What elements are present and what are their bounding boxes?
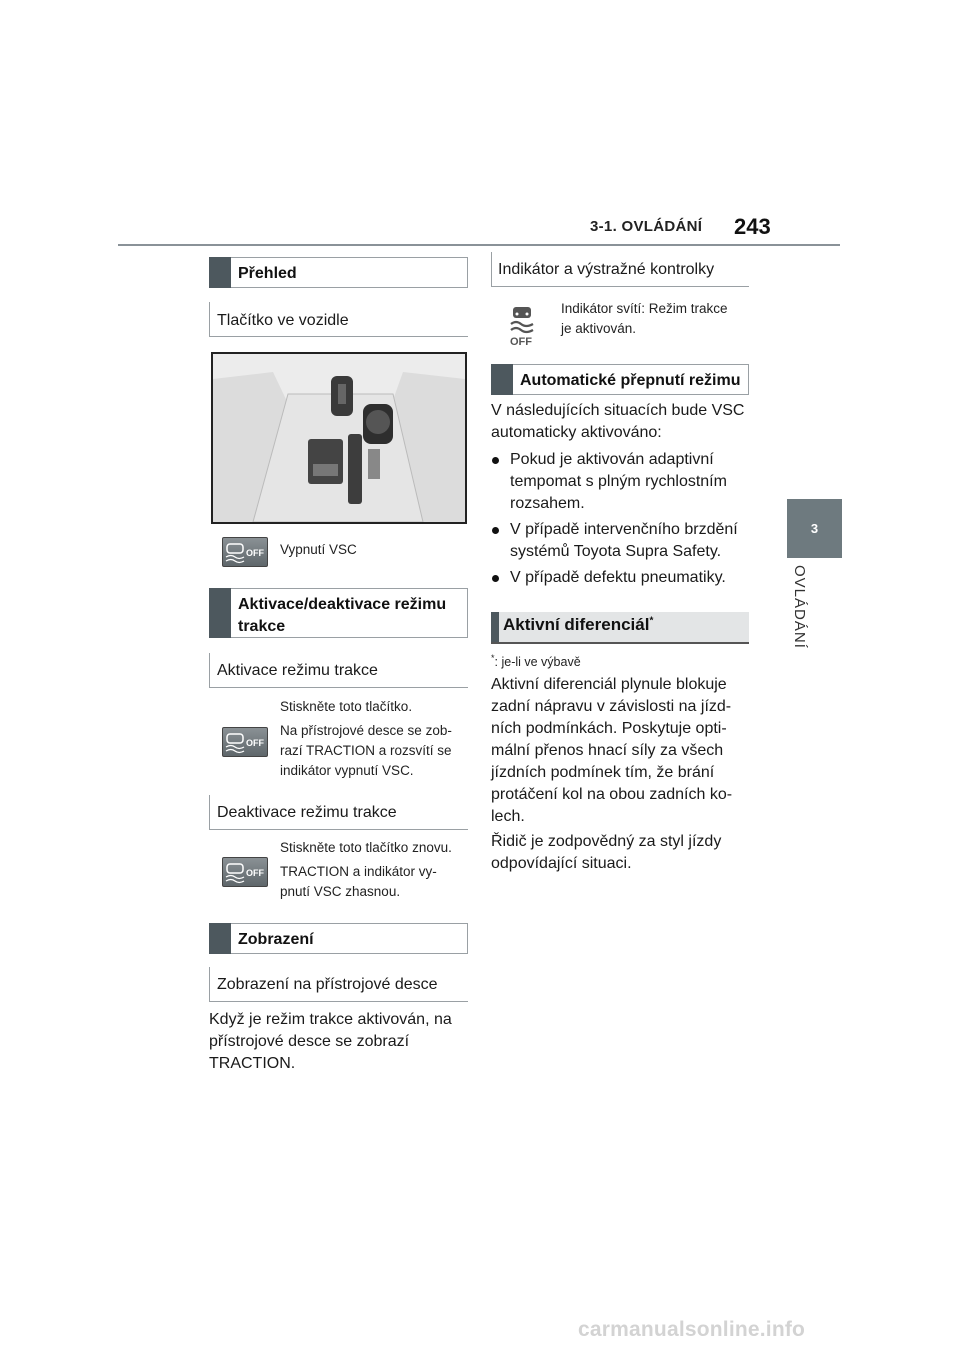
list-item: Pokud je aktivován adaptivní tempomat s plným rychlostním rozsahem. (492, 449, 727, 515)
svg-text:OFF: OFF (246, 738, 264, 748)
heading-aktivace-deaktivace: Aktivace/deaktivace režimu trakce (209, 588, 468, 638)
chapter-tab-label: OVLÁDÁNÍ (791, 565, 808, 649)
indikator-text: Indikátor svítí: Režim trakce je aktivován. (561, 301, 728, 336)
heading-aktivni-diferencial: Aktivní diferenciál* (491, 612, 749, 644)
deaktivace-step: Stiskněte toto tlačítko znovu. (280, 840, 452, 855)
subheading-zobrazeni: Zobrazení na přístrojové desce (217, 976, 438, 993)
header-rule (118, 244, 840, 246)
vypnuti-vsc-label: Vypnutí VSC (280, 542, 357, 557)
aktivace-step: Stiskněte toto tlačítko. (280, 699, 413, 714)
zobrazeni-text: Když je režim trakce aktivován, na přístrojové desce se zobrazí TRACTION. (209, 1011, 452, 1072)
section-title: 3-1. OVLÁDÁNÍ (590, 218, 703, 235)
vsc-off-indicator-icon (508, 305, 536, 347)
center-console-photo (211, 352, 467, 524)
list-item: V případě defektu pneumatiky. (492, 567, 726, 589)
chapter-tab-number: 3 (787, 499, 842, 558)
diferencial-text: Aktivní diferenciál plynule blokuje zadní nápravu v závislosti na jízd- ních podmínkách. Poskytuje opti- mální přenos hnací síly za všech jízdních podmínek tím, že brání protáčení kol na obou zadních ko- lech. (491, 676, 733, 825)
subheading-deaktivace: Deaktivace režimu trakce (217, 804, 397, 821)
aktivace-result: Na přístrojové desce se zob- razí TRACTION a rozsvítí se indikátor vypnutí VSC. (280, 723, 452, 778)
vsc-off-button-icon (222, 727, 268, 757)
ridic-text: Řidič je zodpovědný za styl jízdy odpovídající situaci. (491, 833, 722, 872)
list-item: V případě intervenčního brzdění systémů Toyota Supra Safety. (492, 519, 738, 563)
subheading-indikator: Indikátor a výstražné kontrolky (498, 261, 715, 278)
heading-prehled: Přehled (209, 257, 468, 288)
vsc-off-button-icon (222, 857, 268, 887)
footnote: *: je-li ve výbavě (491, 653, 581, 670)
svg-text:OFF: OFF (246, 868, 264, 878)
svg-text:OFF: OFF (510, 336, 532, 347)
footer-watermark: carmanualsonline.info (578, 1318, 806, 1341)
vsc-off-button-icon (222, 537, 268, 567)
page-number: 243 (734, 214, 771, 239)
subheading-aktivace: Aktivace režimu trakce (217, 662, 378, 679)
auto-intro-text: V následujících situacích bude VSC automaticky aktivováno: (491, 402, 745, 441)
heading-automaticke-prepnuti: Automatické přepnutí režimu (491, 364, 749, 395)
svg-text:OFF: OFF (246, 548, 264, 558)
heading-zobrazeni: Zobrazení (209, 923, 468, 954)
deaktivace-result: TRACTION a indikátor vy- pnutí VSC zhasnou. (280, 864, 437, 899)
subheading-tlacitko: Tlačítko ve vozidle (217, 312, 349, 329)
